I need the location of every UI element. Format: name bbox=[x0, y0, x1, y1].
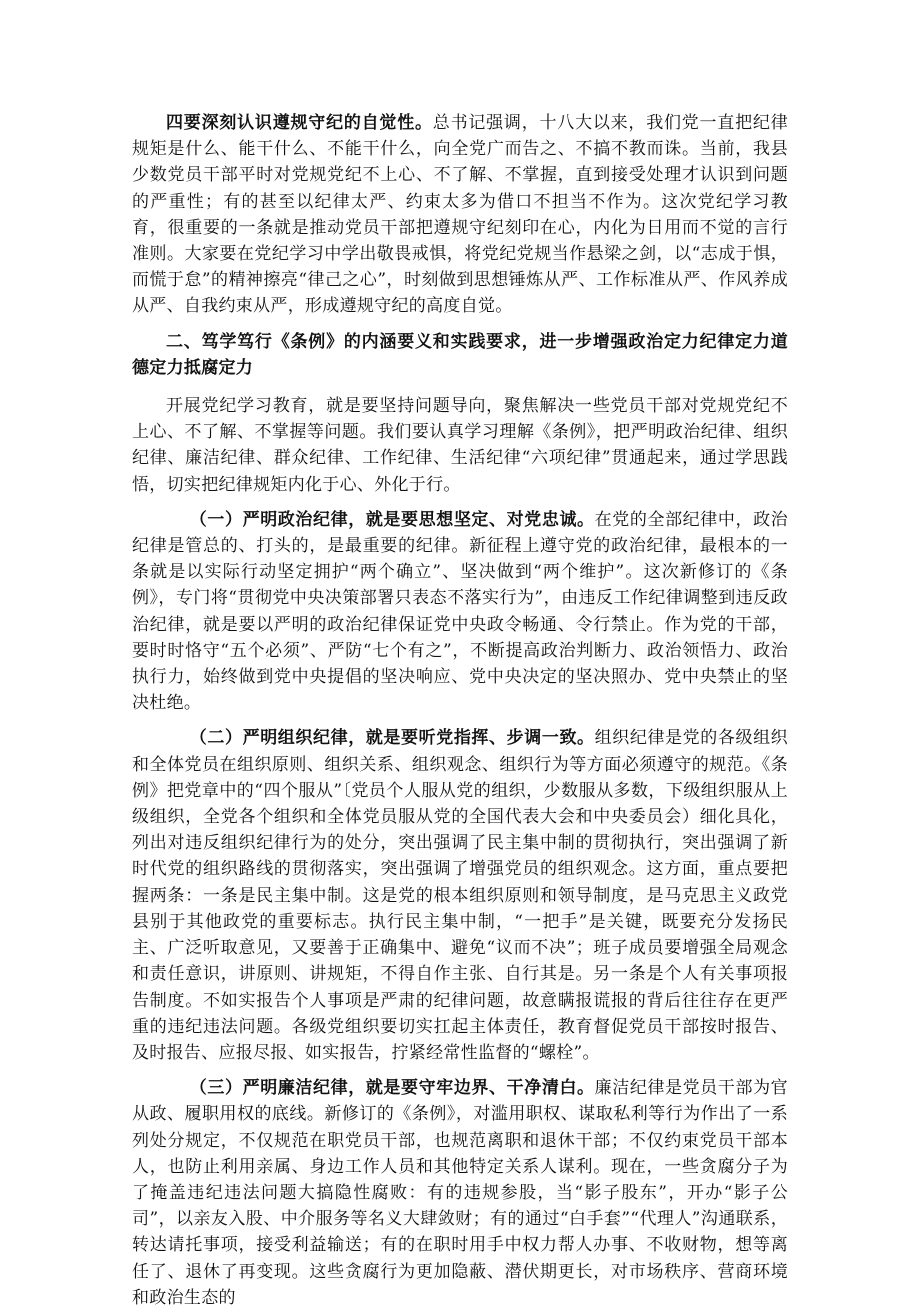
paragraph-intro: 开展党纪学习教育，就是要坚持问题导向，聚焦解决一些党员干部对党规党纪不上心、不了解、不掌握等问题。我们要认真学习理解《条例》，把严明政治纪律、组织纪律、廉洁纪律、群众纪律、工作纪律、生活纪律“六项纪律”贯通起来，通过学思践悟，切实把纪律规矩内化于心、外化于行。 bbox=[132, 396, 788, 495]
paragraph-self-discipline bbox=[132, 110, 788, 320]
paragraph-organizational-discipline bbox=[132, 725, 788, 1066]
paragraph-political-discipline bbox=[132, 507, 788, 717]
paragraph-body: 总书记强调，十八大以来，我们党一直把纪律规矩是什么、能干什么、不能干什么，向全党广而告之、不搞不教而诛。当前，我县少数党员干部平时对党规党纪不上心、不了解、不掌握，直到接受处理才认识到问题的严重性；有的甚至以纪律太严、约束太多为借口不担当不作为。这次党纪学习教育，很重要的一条就是推动党员干部把遵规守纪刻印在心，内化为日用而不觉的言行准则。大家要在党纪学习中学出敬畏戒惧，将党纪党规当作悬梁之剑，以“志成于惧，而慌于怠”的精神擦亮“律己之心”，时刻做到思想锤炼从严、工作标准从严、作风养成从严、自我约束从严，形成遵规守纪的高度自觉。 bbox=[132, 113, 789, 317]
paragraph-body: 廉洁纪律是党员干部为官从政、履职用权的底线。新修订的《条例》，对滥用职权、谋取私利等行为作出了一系列处分规定，不仅规范在职党员干部，也规范离职和退休干部；不仅约束党员干部本人，也防止利用亲属、身边工作人员和其他特定关系人谋利。现在，一些贪腐分子为了掩盖违纪违法问题大搞隐性腐败：有的违规参股，当“影子股东”，开办“影子公司”，以亲友入股、中介服务等名义大肆敛财；有的通过“白手套”“代理人”沟通联系，转达请托事项，接受利益输送；有的在职时用手中权力帮人办事、不收财物，想等离任了、退休了再变现。这些贪腐行为更加隐蔽、潜伏期更长，对市场秩序、营商环境和政治生态的 bbox=[132, 1078, 788, 1308]
paragraph-lead: （一）严明政治纪律，就是要思想坚定、对党忠诚。 bbox=[189, 509, 595, 530]
paragraph-lead: （三）严明廉洁纪律，就是要守牢边界、干净清白。 bbox=[189, 1078, 595, 1099]
paragraph-body: 组织纪律是党的各级组织和全体党员在组织原则、组织关系、组织观念、组织行为等方面必须遵守的规范。《条例》把党章中的“四个服从”〔党员个人服从党的组织，少数服从多数，下级组织服从上级组织，全党各个组织和全体党员服从党的全国代表大会和中央委员会）细化具化，列出对违反组织纪律行为的处分，突出强调了民主集中制的贯彻执行，突出强调了新时代党的组织路线的贯彻落实，突出强调了增强党员的组织观念。这方面，重点要把握两条：一条是民主集中制。这是党的根本组织原则和领导制度，是马克思主义政党县别于其他政党的重要标志。执行民主集中制，“一把手”是关键，既要充分发扬民主、广泛听取意见，又要善于正确集中、避免“议而不决”；班子成员要增强全局观念和责任意识，讲原则、讲规矩，不得自作主张、自行其是。另一条是个人有关事项报告制度。不如实报告个人事项是严肃的纪律问题，故意瞒报谎报的背后往往存在更严重的违纪违法问题。各级党组织要切实扛起主体责任，教育督促党员干部按时报告、及时报告、应报尽报、如实报告，拧紧经常性监督的“螺栓”。 bbox=[132, 728, 788, 1063]
paragraph-body: 在党的全部纪律中，政治纪律是管总的、打头的，是最重要的纪律。新征程上遵守党的政治纪律，最根本的一条就是以实际行动坚定拥护“两个确立”、坚决做到“两个维护”。这次新修订的《条例》，专门将“贯彻党中央决策部署只表态不落实行为”，由违反工作纪律调整到违反政治纪律，就是要以严明的政治纪律保证党中央政令畅通、令行禁止。作为党的干部，要时时恪守“五个必须”、严防“七个有之”，不断提高政治判断力、政治领悟力、政治执行力，始终做到党中央提倡的坚决响应、党中央决定的坚决照办、党中央禁止的坚决杜绝。 bbox=[132, 509, 788, 714]
paragraph-integrity-discipline bbox=[132, 1075, 788, 1311]
section-heading-2: 二、笃学笃行《条例》的内涵要义和实践要求，进一步增强政治定力纪律定力道德定力抵腐定力 bbox=[132, 331, 788, 378]
paragraph-lead: 四要深刻认识遵规守纪的自觉性。 bbox=[166, 113, 433, 133]
paragraph-lead: （二）严明组织纪律，就是要听党指挥、步调一致。 bbox=[189, 728, 595, 749]
